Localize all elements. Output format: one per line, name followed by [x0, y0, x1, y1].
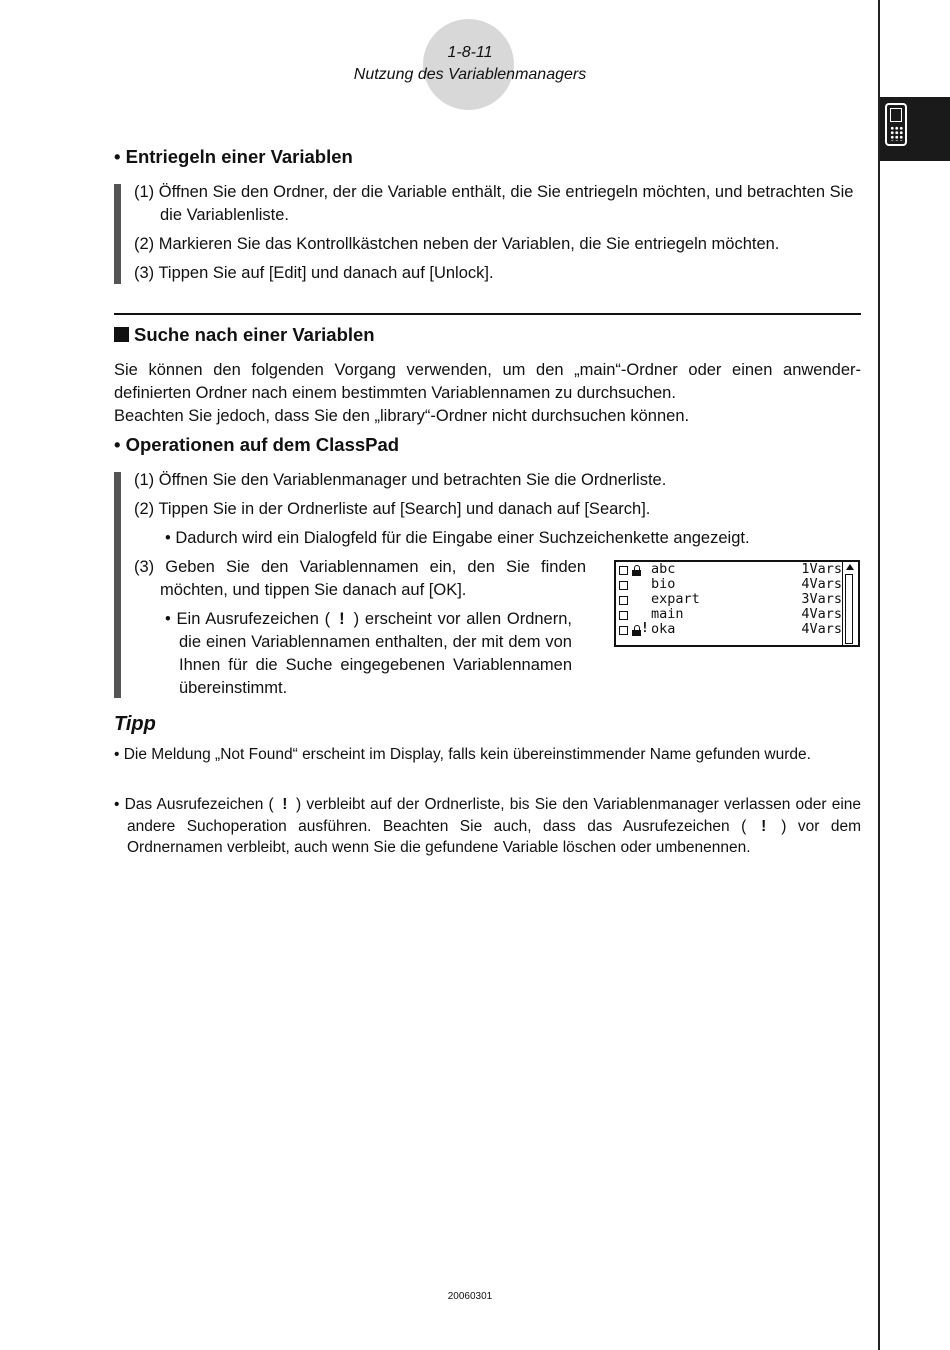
checkbox-icon [619, 596, 628, 605]
folder-name: expart [651, 591, 700, 607]
search-intro-note: Beachten Sie jedoch, dass Sie den „library“-Ordner nicht durchsuchen können. [114, 407, 690, 425]
search-step-3-note: • Ein Ausrufezeichen ( ! ) erscheint vor allen Ordnern, die einen Variablennamen enthalten, der mit dem von Ihnen für die Suche eingegebenen Variablennamen übereinstimmt. [165, 610, 572, 697]
exclamation-icon: ! [282, 796, 288, 813]
step-bar [114, 184, 121, 284]
folder-count: 1Vars [801, 561, 842, 577]
folder-count: 3Vars [801, 591, 842, 607]
checkbox-icon [619, 566, 628, 575]
lock-icon [632, 565, 641, 576]
folder-name: main [651, 606, 684, 622]
header-circle [423, 19, 514, 110]
search-heading-text: Suche nach einer Variablen [134, 324, 375, 345]
search-step-3: (3) Geben Sie den Variablennamen ein, den Sie finden möchten, und tippen Sie danach auf [OK]. [134, 558, 586, 599]
scrollbar [842, 562, 858, 645]
calculator-icon [885, 103, 907, 146]
exclamation-icon: ! [339, 610, 345, 628]
unlock-step-1: (1) Öffnen Sie den Ordner, der die Variable enthält, die Sie entriegeln möchten, und betrachten Sie die Variablenliste. [134, 183, 854, 224]
square-bullet-icon [114, 327, 129, 342]
search-intro: Sie können den folgenden Vorgang verwenden, um den „main“-Ordner oder einen anwenderdefinierten Ordner nach einem bestimmten Variablennamen zu durchsuchen. [114, 361, 861, 402]
scroll-up-arrow-icon [846, 564, 854, 570]
folder-count: 4Vars [801, 576, 842, 592]
search-step-1: (1) Öffnen Sie den Variablenmanager und betrachten Sie die Ordnerliste. [134, 471, 667, 489]
tip-1: • Die Meldung „Not Found“ erscheint im Display, falls kein übereinstimmender Name gefunden wurde. [114, 746, 811, 763]
unlock-step-2: (2) Markieren Sie das Kontrollkästchen neben der Variablen, die Sie entriegeln möchten. [134, 235, 780, 253]
folder-name: abc [651, 561, 676, 577]
operations-heading: • Operationen auf dem ClassPad [114, 434, 400, 455]
folder-count: 4Vars [801, 621, 842, 637]
search-heading [114, 324, 375, 346]
checkbox-icon [619, 581, 628, 590]
exclamation-icon: ! [761, 817, 767, 835]
step-bar [114, 472, 121, 698]
unlock-step-3: (3) Tippen Sie auf [Edit] und danach auf [Unlock]. [134, 264, 494, 282]
section-divider [114, 313, 861, 315]
folder-name: bio [651, 576, 676, 592]
folder-list-screenshot [614, 560, 860, 647]
found-mark-icon: ! [641, 621, 649, 636]
checkbox-icon [619, 611, 628, 620]
page-number: 1-8-11 [447, 44, 493, 61]
scroll-thumb [845, 574, 853, 644]
section-title: Nutzung des Variablenmanagers [353, 66, 587, 83]
page-edge-line [878, 0, 880, 1350]
search-step-2-note: • Dadurch wird ein Dialogfeld für die Eingabe einer Suchzeichenkette angezeigt. [165, 529, 750, 547]
lock-icon [632, 625, 641, 636]
checkbox-icon [619, 626, 628, 635]
tipp-heading: Tipp [114, 713, 156, 735]
search-step-2: (2) Tippen Sie in der Ordnerliste auf [Search] und danach auf [Search]. [134, 500, 651, 518]
folder-name: oka [651, 621, 676, 637]
footer-code: 20060301 [447, 1291, 493, 1302]
unlock-heading: • Entriegeln einer Variablen [114, 146, 353, 167]
chapter-tab [880, 97, 950, 161]
folder-count: 4Vars [801, 606, 842, 622]
folder-row [616, 623, 842, 638]
tip-2: • Das Ausrufezeichen ( ! ) verbleibt auf der Ordnerliste, bis Sie den Variablenmanager verlassen oder eine andere Suchoperation ausführen. Beachten Sie auch, dass das Ausrufezeichen ( ! ) vor dem Ordnernamen verbleibt, auch wenn Sie die gefundene Variable löschen oder umbenennen. [114, 796, 862, 856]
